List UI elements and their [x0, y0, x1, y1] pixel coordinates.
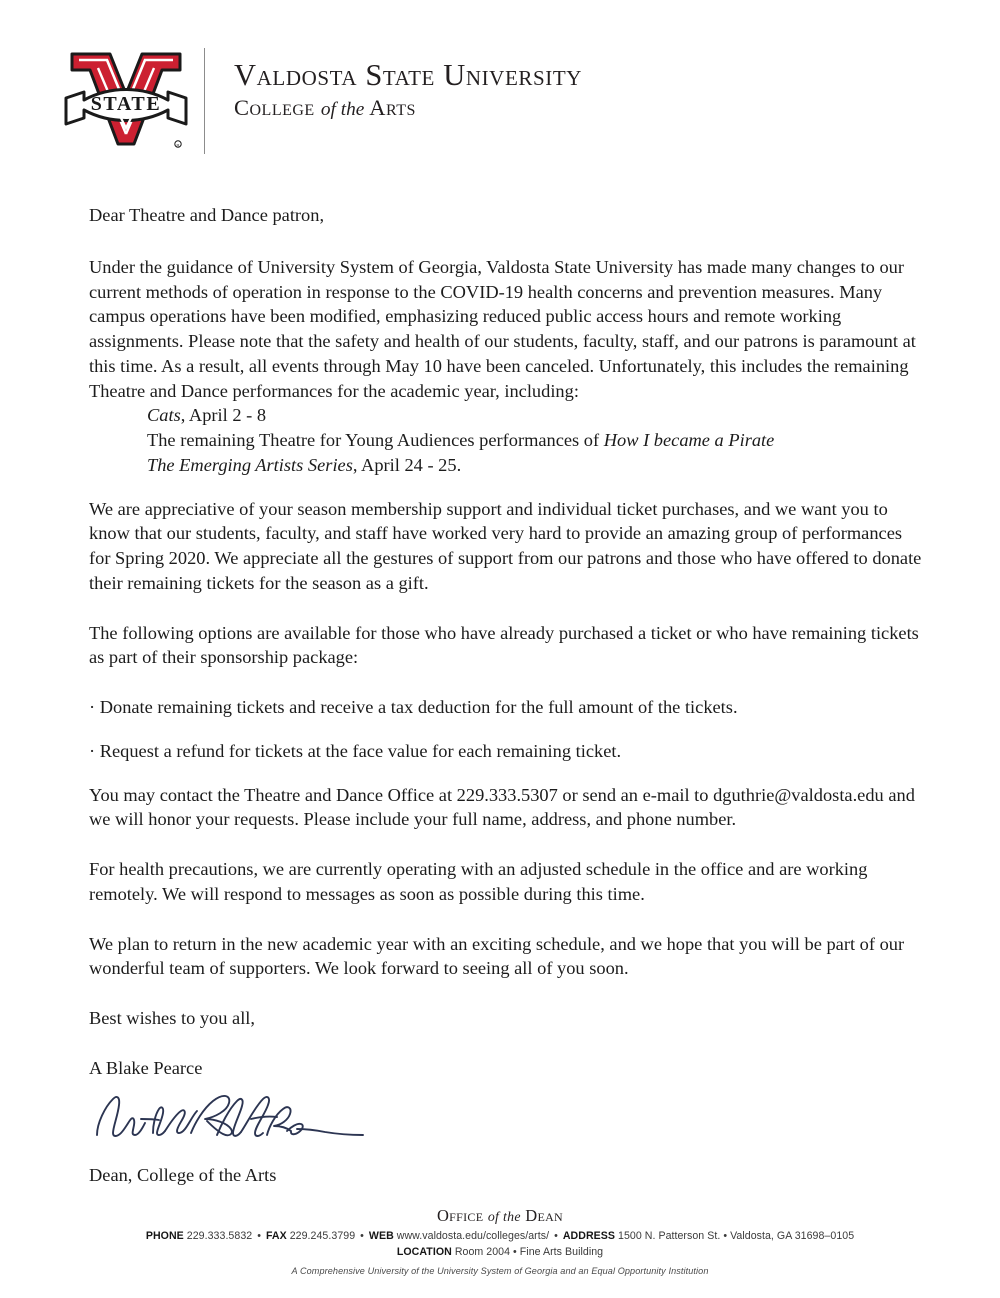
- performance-dates: , April 24 - 25.: [352, 454, 462, 475]
- salutation: Dear Theatre and Dance patron,: [89, 205, 325, 225]
- letterhead: [62, 48, 942, 160]
- college-name-italic: of the: [320, 99, 365, 121]
- logo-banner-text: STATE: [90, 93, 162, 115]
- footer-title-part2: Dean: [525, 1206, 564, 1226]
- footer-fax-value: 229.245.3799: [289, 1230, 356, 1243]
- paragraph-return: We plan to return in the new academic year with an exciting schedule, and we hope that you will be part of our wonderful team of supporters. We look forward to seeing all of you soon.: [89, 933, 905, 979]
- footer-address-label: ADDRESS: [562, 1230, 615, 1243]
- letterhead-wordmark: [234, 48, 582, 121]
- paragraph-3: The following options are available for those who have already purchased a ticket or who have remaining tickets as part of their sponsorship package:: [89, 622, 919, 668]
- footer-title-italic: of the: [487, 1209, 521, 1225]
- college-name-part2: Arts: [369, 95, 416, 121]
- performance-list: [89, 403, 927, 477]
- vsu-logo: [62, 48, 190, 156]
- signer-name: A Blake Pearce: [89, 1057, 203, 1078]
- closing: Best wishes to you all,: [89, 1008, 256, 1028]
- performance-prefix: The remaining Theatre for Young Audiences performances of: [147, 430, 604, 450]
- letter-body: [89, 203, 927, 1206]
- footer-web-label: WEB: [368, 1230, 394, 1243]
- page-footer: [0, 1206, 1000, 1276]
- performance-title: How I became a Pirate: [603, 430, 775, 450]
- paragraph-2: We are appreciative of your season membership support and individual ticket purchases, and we want you to know that our students, faculty, and staff have worked very hard to provide an amazing group of performances for Spring 2020. We appreciate all the gestures of support from our patrons and those who have offered to donate their remaining tickets for the season as a gift.: [89, 498, 922, 593]
- footer-web-value[interactable]: www.valdosta.edu/colleges/arts/: [396, 1230, 550, 1243]
- footer-location-line: [0, 1245, 1000, 1261]
- signer-title: Dean, College of the Arts: [89, 1164, 277, 1185]
- footer-address-value: 1500 N. Patterson St. • Valdosta, GA 31698–0105: [618, 1230, 855, 1243]
- signature-image: [91, 1089, 391, 1147]
- footer-title-part1: Office: [436, 1206, 484, 1226]
- footer-office-title: [0, 1206, 1000, 1226]
- footer-contact-line: [0, 1229, 1000, 1245]
- list-item: [147, 453, 927, 478]
- option-donate: · Donate remaining tickets and receive a tax deduction for the full amount of the tickets.: [89, 697, 738, 717]
- svg-text:R: R: [176, 142, 180, 148]
- footer-fax-label: FAX: [265, 1230, 287, 1243]
- letterhead-divider: [204, 48, 205, 154]
- college-name-part1: College: [234, 95, 315, 121]
- option-refund: · Request a refund for tickets at the face value for each remaining ticket.: [89, 740, 622, 761]
- footer-separator: •: [554, 1230, 558, 1243]
- footer-phone-value: 229.333.5832: [186, 1230, 253, 1243]
- performance-title: The Emerging Artists Series: [147, 454, 353, 475]
- university-name: Valdosta State University: [234, 58, 583, 92]
- paragraph-contact: You may contact the Theatre and Dance Office at 229.333.5307 or send an e-mail to dguthrie@valdosta.edu and we will honor your requests. Please include your full name, address, and phone number.: [89, 784, 915, 830]
- college-name: [234, 96, 582, 121]
- performance-title: Cats: [147, 405, 181, 426]
- list-item: [147, 403, 927, 428]
- paragraph-1: Under the guidance of University System of Georgia, Valdosta State University has made many changes to our current methods of operation in response to the COVID-19 health concerns and prevention measures. Many campus operations have been modified, emphasizing reduced public access hours and remote working assignments. Please note that the safety and health of our students, faculty, staff, and our patrons is paramount at this time. As a result, all events through May 10 have been canceled. Unfortunately, this includes the remaining Theatre and Dance performances for the academic year, including:: [89, 256, 916, 401]
- footer-location-label: LOCATION: [396, 1246, 452, 1259]
- list-item: [147, 428, 927, 453]
- footer-phone-label: PHONE: [145, 1230, 184, 1243]
- paragraph-health: For health precautions, we are currently operating with an adjusted schedule in the office and are working remotely. We will respond to messages as soon as possible during this time.: [89, 859, 868, 904]
- footer-disclaimer: A Comprehensive University of the University System of Georgia and an Equal Opportunity Institution: [291, 1266, 709, 1276]
- footer-separator: •: [257, 1230, 261, 1243]
- footer-separator: •: [360, 1230, 364, 1243]
- footer-location-value: Room 2004 • Fine Arts Building: [454, 1246, 604, 1259]
- performance-dates: , April 2 - 8: [180, 405, 267, 426]
